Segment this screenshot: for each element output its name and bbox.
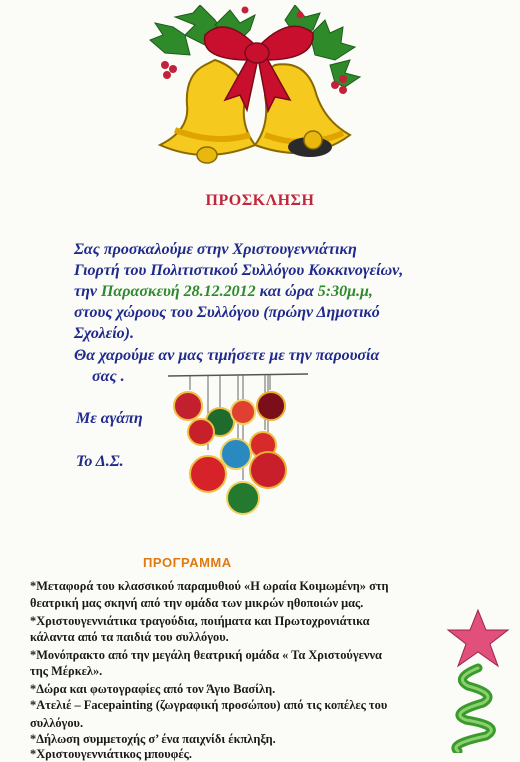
event-time: 5:30μ.μ,: [317, 283, 373, 300]
program-item: *Δήλωση συμμετοχής σ’ ένα παιχνίδι έκπληξη.: [30, 732, 276, 746]
hanging-ornaments-illustration: [168, 370, 308, 520]
program-item: συλλόγου.: [30, 716, 84, 730]
program-item: *Μονόπρακτο από την μεγάλη θεατρική ομάδα « Τα Χριστούγεννα: [30, 648, 382, 662]
program-item: *Δώρα και φωτογραφίες από τον Άγιο Βασίλη.: [30, 682, 276, 696]
program-heading: ΠΡΟΓΡΑΜΜΑ: [143, 555, 232, 570]
invitation-title: ΠΡΟΣΚΛΗΣΗ: [205, 192, 315, 209]
invitation-line-5: Σχολείο).: [74, 325, 134, 342]
star-ribbon-tree-illustration: [438, 608, 513, 753]
program-item: της Μέρκελ».: [30, 664, 103, 678]
signature-greeting: Με αγάπη: [76, 410, 143, 427]
time-prefix: και ώρα: [255, 283, 318, 300]
christmas-bells-illustration: [145, 5, 370, 170]
invitation-line-2: Γιορτή του Πολιτιστικού Συλλόγου Κοκκινογείων,: [74, 262, 404, 279]
invitation-line-7: σας .: [92, 368, 125, 385]
invitation-line-1: Σας προσκαλούμε στην Χριστουγεννιάτικη: [74, 241, 357, 258]
date-prefix: την: [74, 283, 101, 300]
program-item: *Χριστουγεννιάτικος μπουφές.: [30, 747, 192, 761]
program-item: *Μεταφορά του κλασσικού παραμυθιού «Η ωραία Κοιμωμένη» στη: [30, 579, 389, 593]
program-item: *Χριστουγεννιάτικα τραγούδια, ποιήματα και Πρωτοχρονιάτικα: [30, 614, 370, 628]
event-date: Παρασκευή 28.12.2012: [100, 283, 256, 300]
signature-signer: Το Δ.Σ.: [76, 453, 124, 470]
program-item: κάλαντα από τα παιδιά του συλλόγου.: [30, 630, 229, 644]
program-item: θεατρική μας σκηνή από την ομάδα των μικρών ηθοποιών μας.: [30, 596, 364, 610]
invitation-line-6: Θα χαρούμε αν μας τιμήσετε με την παρουσία: [74, 347, 380, 364]
invitation-line-4: στους χώρους του Συλλόγου (πρώην Δημοτικό: [74, 304, 380, 321]
program-item: *Ατελιέ – Facepainting (ζωγραφική προσώπου) από τις κοπέλες του: [30, 698, 388, 712]
invitation-line-3: [74, 281, 373, 302]
